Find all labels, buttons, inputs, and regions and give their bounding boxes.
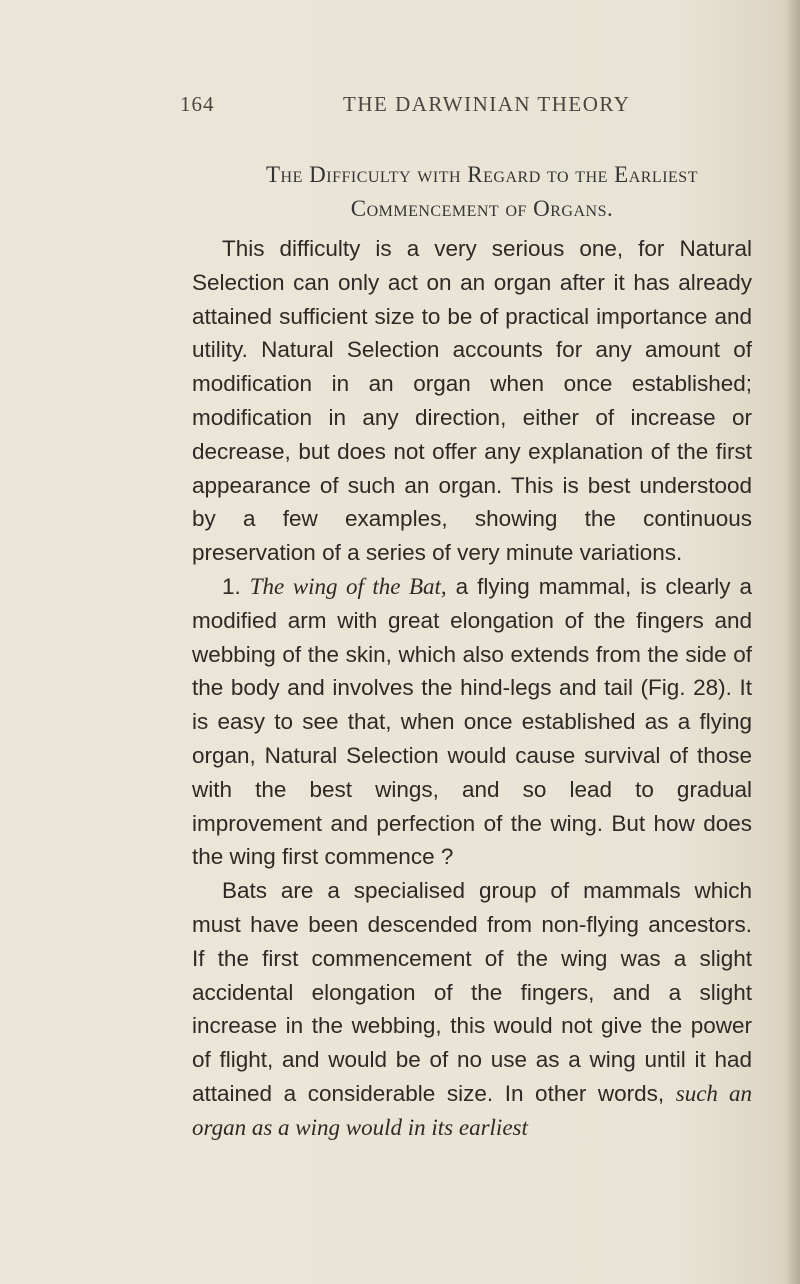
paragraph-2 — [192, 570, 752, 874]
section-title-line-2: Commencement of Organs. — [350, 196, 614, 221]
paragraph-3-italic: such an organ as a wing would in its earliest — [192, 1080, 752, 1140]
paragraph-2-italic: The wing of the Bat, — [249, 573, 447, 599]
paragraph-1: This difficulty is a very serious one, for Natural Selection can only act on an organ after it has already attained sufficient size to be of practical importance and utility. Natural Selection accounts for any amount of modification in an organ when once established; modification in any direction, either of increase or decrease, but does not offer any explanation of the first appearance of such an organ. This is best understood by a few examples, showing the continuous preservation of a series of very minute variations. — [192, 236, 752, 566]
running-head: THE DARWINIAN THEORY — [343, 92, 631, 116]
paragraph-2-rest: a flying mammal, is clearly a modified arm with great elongation of the fingers and webbing of the skin, which also extends from the side of the body and involves the hind-legs and tail (Fig. 28). It is easy to see that, when once established as a flying organ, Natural Selection would cause survival of those with the best wings, and so lead to gradual improvement and perfection of the wing. But how does the wing first commence ? — [192, 573, 752, 870]
section-title-line-1: The Difficulty with Regard to the Earliest — [266, 162, 698, 187]
paragraph-3-text: Bats are a specialised group of mammals which must have been descended from non-flying ancestors. If the first commencement of the wing was a slight accidental elongation of the fingers, and a slight increase in the webbing, this would not give the power of flight, and would be of no use as a wing until it had attained a considerable size. In other words, — [192, 878, 752, 1106]
paragraph-3 — [192, 874, 752, 1144]
page-header — [180, 92, 800, 122]
page-number: 164 — [180, 92, 215, 116]
page-edge-shadow — [786, 0, 800, 1284]
body-text — [192, 232, 752, 1145]
section-title — [192, 158, 772, 226]
paragraph-2-number: 1. — [222, 573, 241, 599]
